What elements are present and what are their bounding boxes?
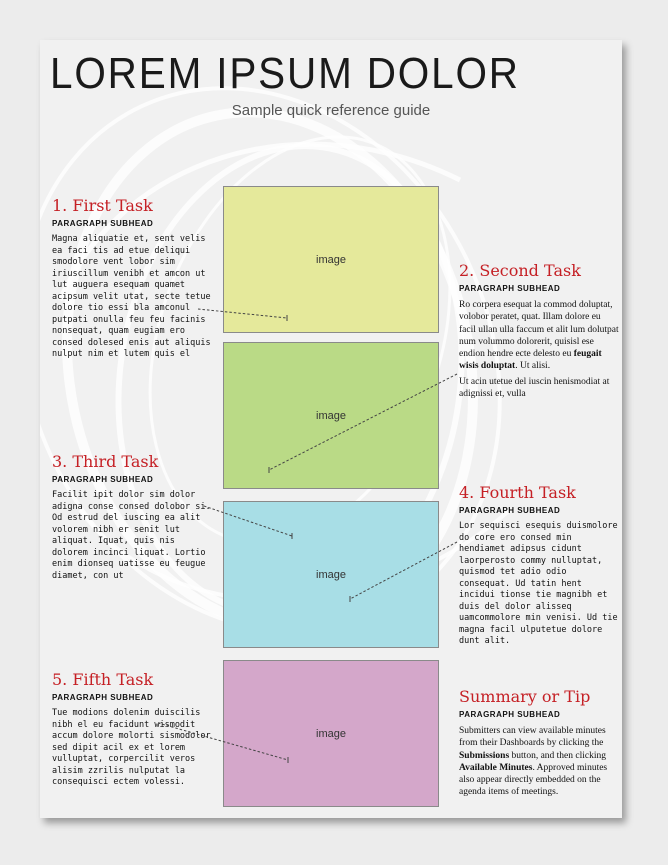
task-body-text: Ro corpera esequat la commod doluptat, volobor peratet, quat. Illam dolore eu facil ullan ulla faccum et alit lum dolutpat num volummo dolorerit, quisisl ese endion hendre ecte delesto eu	[459, 300, 619, 360]
task-body: Magna aliquatie et, sent velis ea faci tis ad etue deliqui smodolore vent lobor sim iriuscillum venibh et amcon ut lut auguera esequam quamet acipsum velit utat, secte tetue dolore tio essi bla amconul putpati onulla feu feu facinis nonsequat, quam eugiam ero consed dolesed enis aut aliquis nulput nim et lutem quis el	[52, 234, 211, 359]
task-body-text: button, and then clicking	[511, 750, 606, 761]
task-body-text: . Ut alisi.	[515, 361, 551, 372]
task-body-text: Submitters can view available minutes from their Dashboards by clicking the	[459, 726, 606, 749]
task-subhead: PARAGRAPH SUBHEAD	[459, 284, 561, 293]
page-title: LOREM IPSUM DOLOR	[50, 49, 520, 98]
task-1	[52, 196, 212, 361]
task-heading: 5. Fifth Task	[52, 670, 154, 689]
task-body: Tue modions dolenim duiscilis nibh el eu facidunt wismodit accum dolore molorti sismodolor sed dipit acil ex et lorem vulluptat, corpercilit veros alisim zzrilis nulputat la consequisci ectem volessi.	[52, 708, 211, 787]
task-subhead: PARAGRAPH SUBHEAD	[52, 475, 154, 484]
task-4	[459, 483, 619, 648]
image-placeholder-3	[223, 501, 439, 648]
task-3	[52, 452, 212, 582]
task-body-bold: feugait wisis doluptat	[459, 349, 602, 372]
task-2	[459, 261, 619, 400]
image-label: image	[316, 253, 346, 266]
task-subhead: PARAGRAPH SUBHEAD	[52, 693, 154, 702]
task-subhead: PARAGRAPH SUBHEAD	[459, 710, 561, 719]
image-placeholder-2	[223, 342, 439, 489]
task-body-text: . Approved minutes also appear directly embedded on the agenda items of meetings.	[459, 762, 608, 798]
task-body-2: Ut acin utetue del iuscin henismodiat at adignissi et, vulla	[459, 376, 610, 400]
task-5	[52, 670, 212, 789]
image-placeholder-1	[223, 186, 439, 333]
image-label: image	[316, 727, 346, 740]
task-heading: 2. Second Task	[459, 261, 581, 280]
summary-tip	[459, 687, 619, 799]
task-body: Facilit ipit dolor sim dolor adigna conse consed dolobor si. Od estrud del iuscing ea alit volorem nibh er senit lut aliquat. Iquat, quis nis dolorem incinci liquat. Lortio enim dionseq uatisse eu feugue diamet, con ut	[52, 490, 211, 581]
image-label: image	[316, 409, 346, 422]
task-heading: 1. First Task	[52, 196, 153, 215]
task-heading: 4. Fourth Task	[459, 483, 576, 502]
image-label: image	[316, 568, 346, 581]
task-body-bold: Available Minutes	[459, 762, 533, 773]
task-heading: 3. Third Task	[52, 452, 159, 471]
task-body-bold: Submissions	[459, 750, 510, 761]
task-body	[459, 725, 619, 799]
image-placeholder-4	[223, 660, 439, 807]
task-body: Lor sequisci esequis duismolore do core ero consed min hendiamet adipsus cidunt laorperosto commy nulluptat, quismod tet adio odio consequat. Ud tatin hent incidui tionse tie magnibh et duis del dolor alisseq uamcommolore min venisi. Ud tie magna facil ulputetue dolore dunt alit.	[459, 521, 618, 646]
task-body	[459, 299, 619, 373]
quick-reference-page	[40, 40, 622, 818]
task-subhead: PARAGRAPH SUBHEAD	[459, 506, 561, 515]
task-subhead: PARAGRAPH SUBHEAD	[52, 219, 154, 228]
task-heading: Summary or Tip	[459, 687, 591, 706]
page-subtitle: Sample quick reference guide	[231, 102, 431, 119]
